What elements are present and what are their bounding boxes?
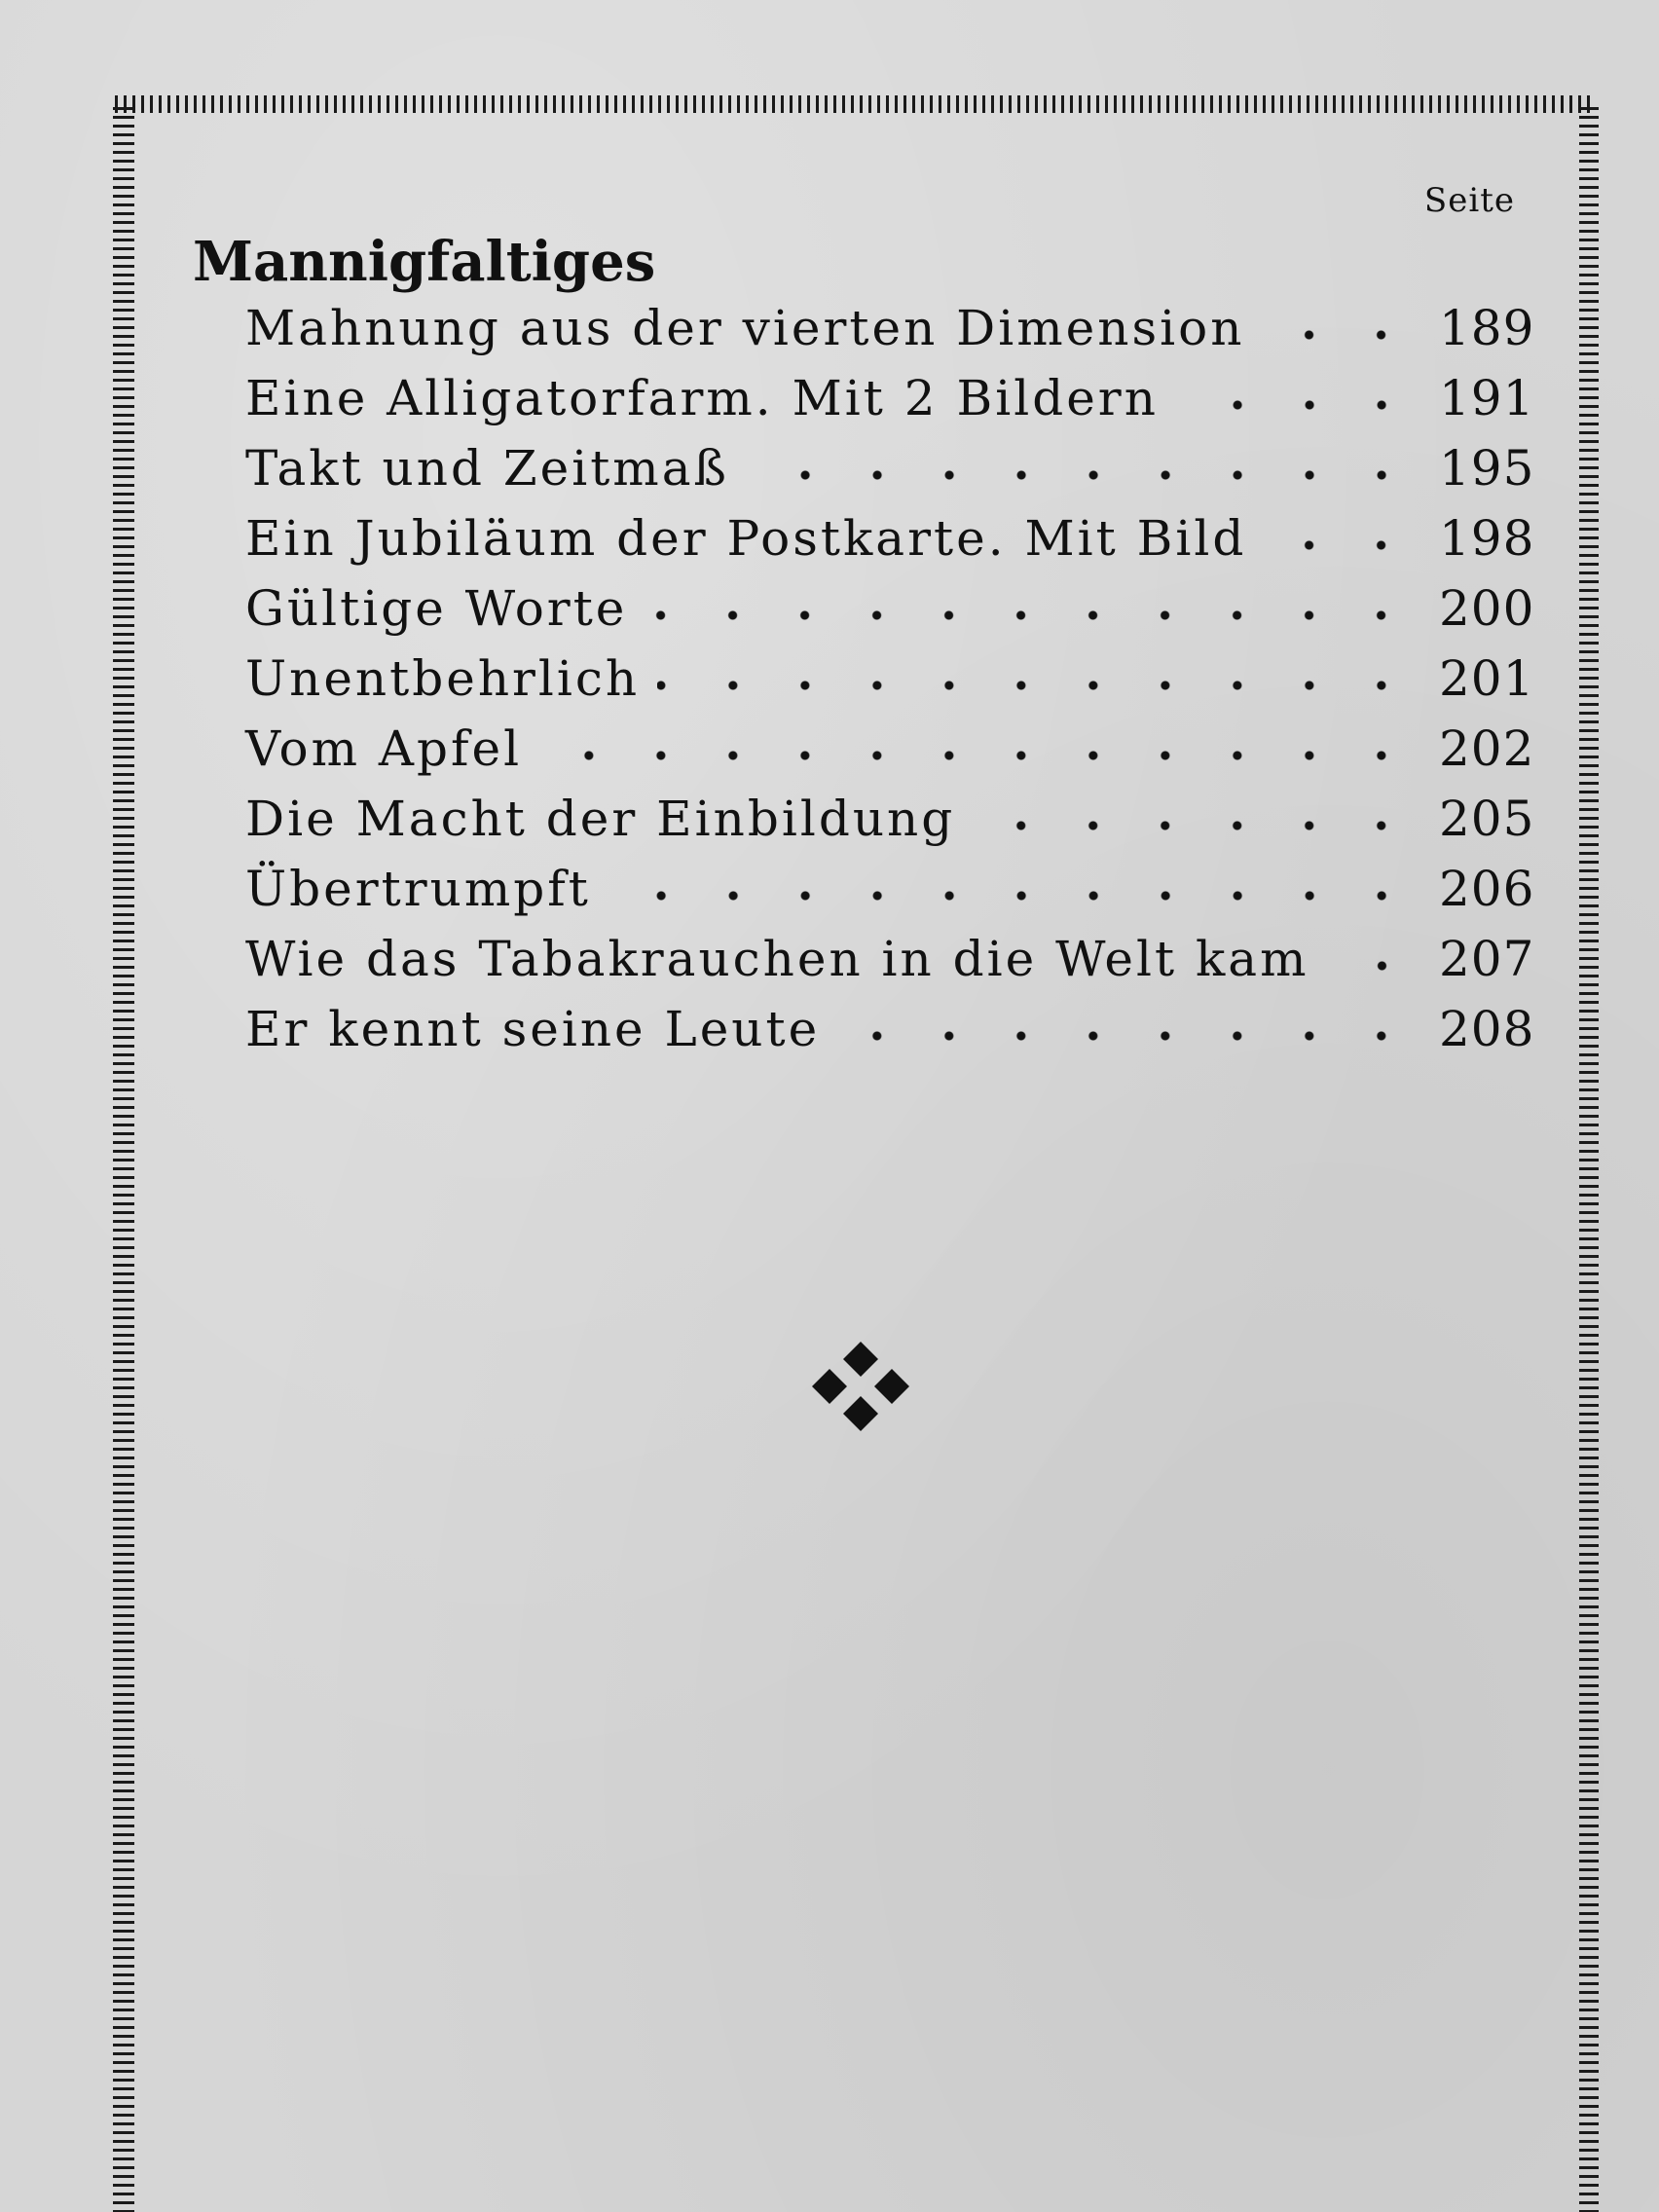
toc-entry — [245, 1001, 1535, 1071]
toc-entry-page: 201 — [1439, 650, 1535, 707]
table-of-contents — [245, 300, 1535, 1071]
toc-entry — [245, 861, 1535, 931]
toc-entry-page: 200 — [1439, 580, 1535, 637]
four-diamond-fleuron-icon — [812, 1342, 909, 1431]
toc-entry — [245, 580, 1535, 650]
toc-entry-page: 195 — [1439, 440, 1535, 497]
toc-entry-title: Gültige Worte — [245, 580, 628, 637]
toc-entry-page: 189 — [1439, 300, 1535, 356]
dot-leader — [608, 889, 1418, 903]
dot-leader — [1176, 398, 1418, 412]
toc-entry-title: Unentbehrlich — [245, 650, 641, 707]
toc-entry-page: 205 — [1439, 791, 1535, 847]
toc-entry-title: Wie das Tabakrauchen in die Welt kam — [245, 931, 1309, 987]
toc-entry — [245, 791, 1535, 861]
dot-leader — [645, 608, 1418, 622]
toc-entry-title: Übertrumpft — [245, 861, 591, 917]
toc-entry-page: 206 — [1439, 861, 1535, 917]
toc-entry — [245, 300, 1535, 370]
decorative-border-left — [113, 107, 134, 2212]
toc-entry-page: 191 — [1439, 370, 1535, 426]
toc-entry — [245, 440, 1535, 510]
toc-entry-page: 198 — [1439, 510, 1535, 567]
toc-entry-title: Vom Apfel — [245, 720, 523, 777]
dot-leader — [539, 749, 1418, 762]
toc-entry-page: 202 — [1439, 720, 1535, 777]
decorative-border-right — [1579, 107, 1599, 2212]
dot-leader — [973, 819, 1418, 832]
dot-leader — [837, 1029, 1418, 1043]
dot-leader — [657, 679, 1418, 692]
toc-entry — [245, 370, 1535, 440]
toc-entry-title: Die Macht der Einbildung — [245, 791, 956, 847]
dot-leader — [1327, 959, 1418, 973]
page-column-label: Seite — [1423, 181, 1515, 220]
decorative-border-top — [115, 95, 1595, 113]
section-title: Mannigfaltiges — [193, 230, 656, 294]
toc-entry-page: 207 — [1439, 931, 1535, 987]
toc-entry-title: Er kennt seine Leute — [245, 1001, 821, 1057]
dot-leader — [1264, 538, 1418, 552]
toc-entry-title: Ein Jubiläum der Postkarte. Mit Bild — [245, 510, 1247, 567]
toc-entry-title: Eine Alligatorfarm. Mit 2 Bildern — [245, 370, 1159, 426]
toc-entry-page: 208 — [1439, 1001, 1535, 1057]
toc-entry — [245, 510, 1535, 580]
toc-entry — [245, 650, 1535, 720]
toc-entry — [245, 931, 1535, 1001]
toc-entry-title: Takt und Zeitmaß — [245, 440, 729, 497]
toc-entry — [245, 720, 1535, 791]
toc-entry-title: Mahnung aus der vierten Dimension — [245, 300, 1245, 356]
dot-leader — [1262, 328, 1418, 342]
dot-leader — [747, 468, 1418, 482]
